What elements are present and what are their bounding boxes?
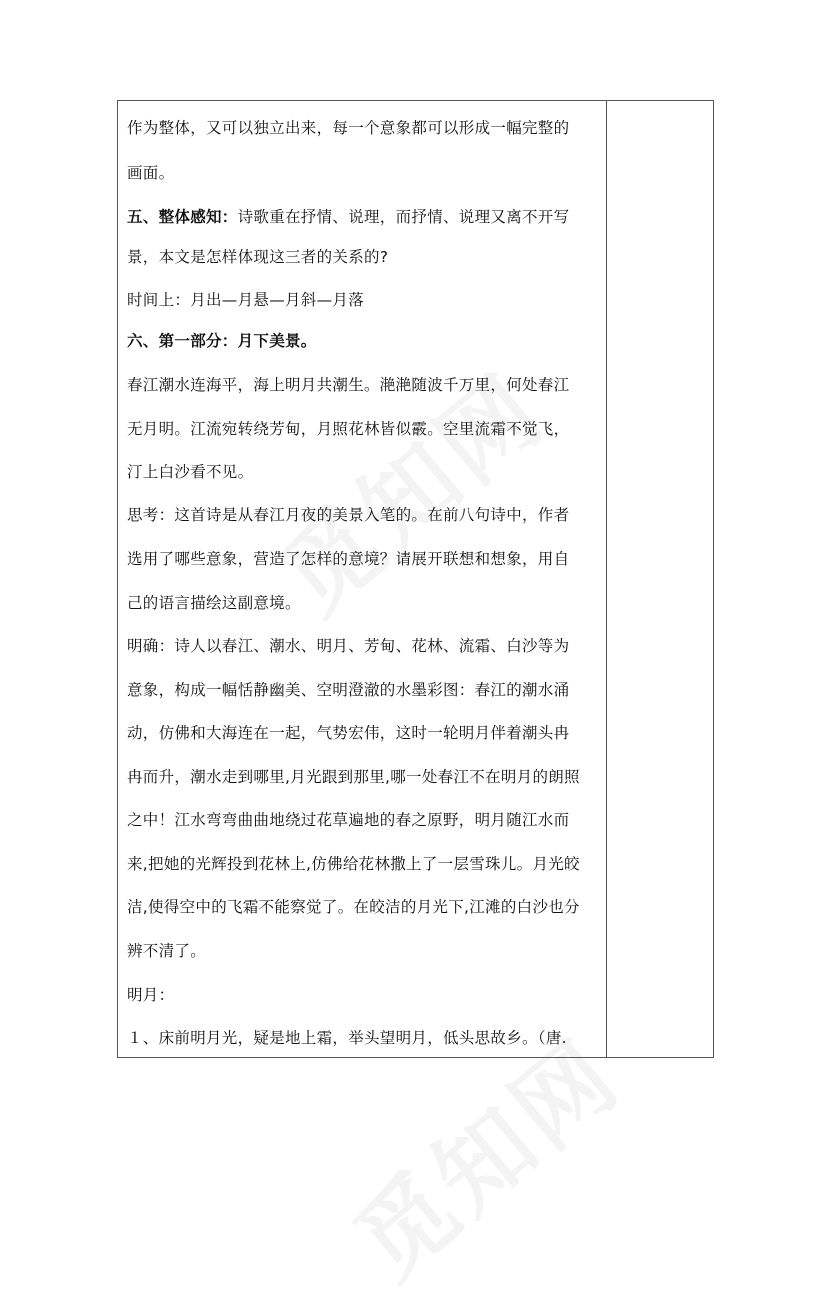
text-line: 明确：诗人以春江、潮水、明月、芳甸、花林、流霜、白沙等为 [127, 637, 570, 655]
text-line: 选用了哪些意象，营造了怎样的意境？请展开联想和想象，用自 [127, 550, 570, 568]
text-line: 画面。 [127, 164, 175, 182]
text-line: 冉而升，潮水走到哪里,月光跟到那里,哪一处春江不在明月的朗照 [127, 768, 580, 786]
text-line: 之中！江水弯弯曲曲地绕过花草遍地的春之原野，明月随江水而 [127, 811, 570, 829]
text-line: 动，仿佛和大海连在一起，气势宏伟，这时一轮明月伴着潮头冉 [127, 724, 570, 742]
text-line: 时间上：月出—月悬—月斜—月落 [127, 291, 365, 309]
text-line: 作为整体，又可以独立出来，每一个意象都可以形成一幅完整的 [127, 119, 570, 137]
section-heading-line [127, 207, 569, 227]
text-line: 汀上白沙看不见。 [127, 463, 254, 481]
section-heading: 六、第一部分：月下美景。 [127, 332, 317, 350]
text-line: 辨不清了。 [127, 942, 207, 960]
text-line: 无月明。江流宛转绕芳甸，月照花林皆似霰。空里流霜不觉飞， [127, 420, 570, 438]
text-line: 景，本文是怎样体现这三者的关系的? [127, 248, 389, 266]
text-line: 来,把她的光辉投到花林上,仿佛给花林撒上了一层雪珠儿。月光皎 [127, 855, 580, 873]
notes-cell [607, 101, 713, 1057]
text-line: 明月： [127, 986, 175, 1004]
text-line: 春江潮水连海平，海上明月共潮生。滟滟随波千万里，何处春江 [127, 376, 570, 394]
text-line: 己的语言描绘这副意境。 [127, 594, 301, 612]
text-run: 诗歌重在抒情、说理，而抒情、说理又离不开写 [237, 208, 570, 226]
text-line: １、床前明月光，疑是地上霜，举头望明月，低头思故乡。（唐. [127, 1029, 567, 1047]
section-heading: 五、整体感知： [127, 208, 238, 226]
content-table [117, 100, 714, 1058]
text-line: 思考：这首诗是从春江月夜的美景入笔的。在前八句诗中，作者 [127, 506, 570, 524]
text-line: 洁,使得空中的飞霜不能察觉了。在皎洁的月光下,江滩的白沙也分 [127, 898, 580, 916]
text-line: 意象，构成一幅恬静幽美、空明澄澈的水墨彩图：春江的潮水涌 [127, 681, 570, 699]
